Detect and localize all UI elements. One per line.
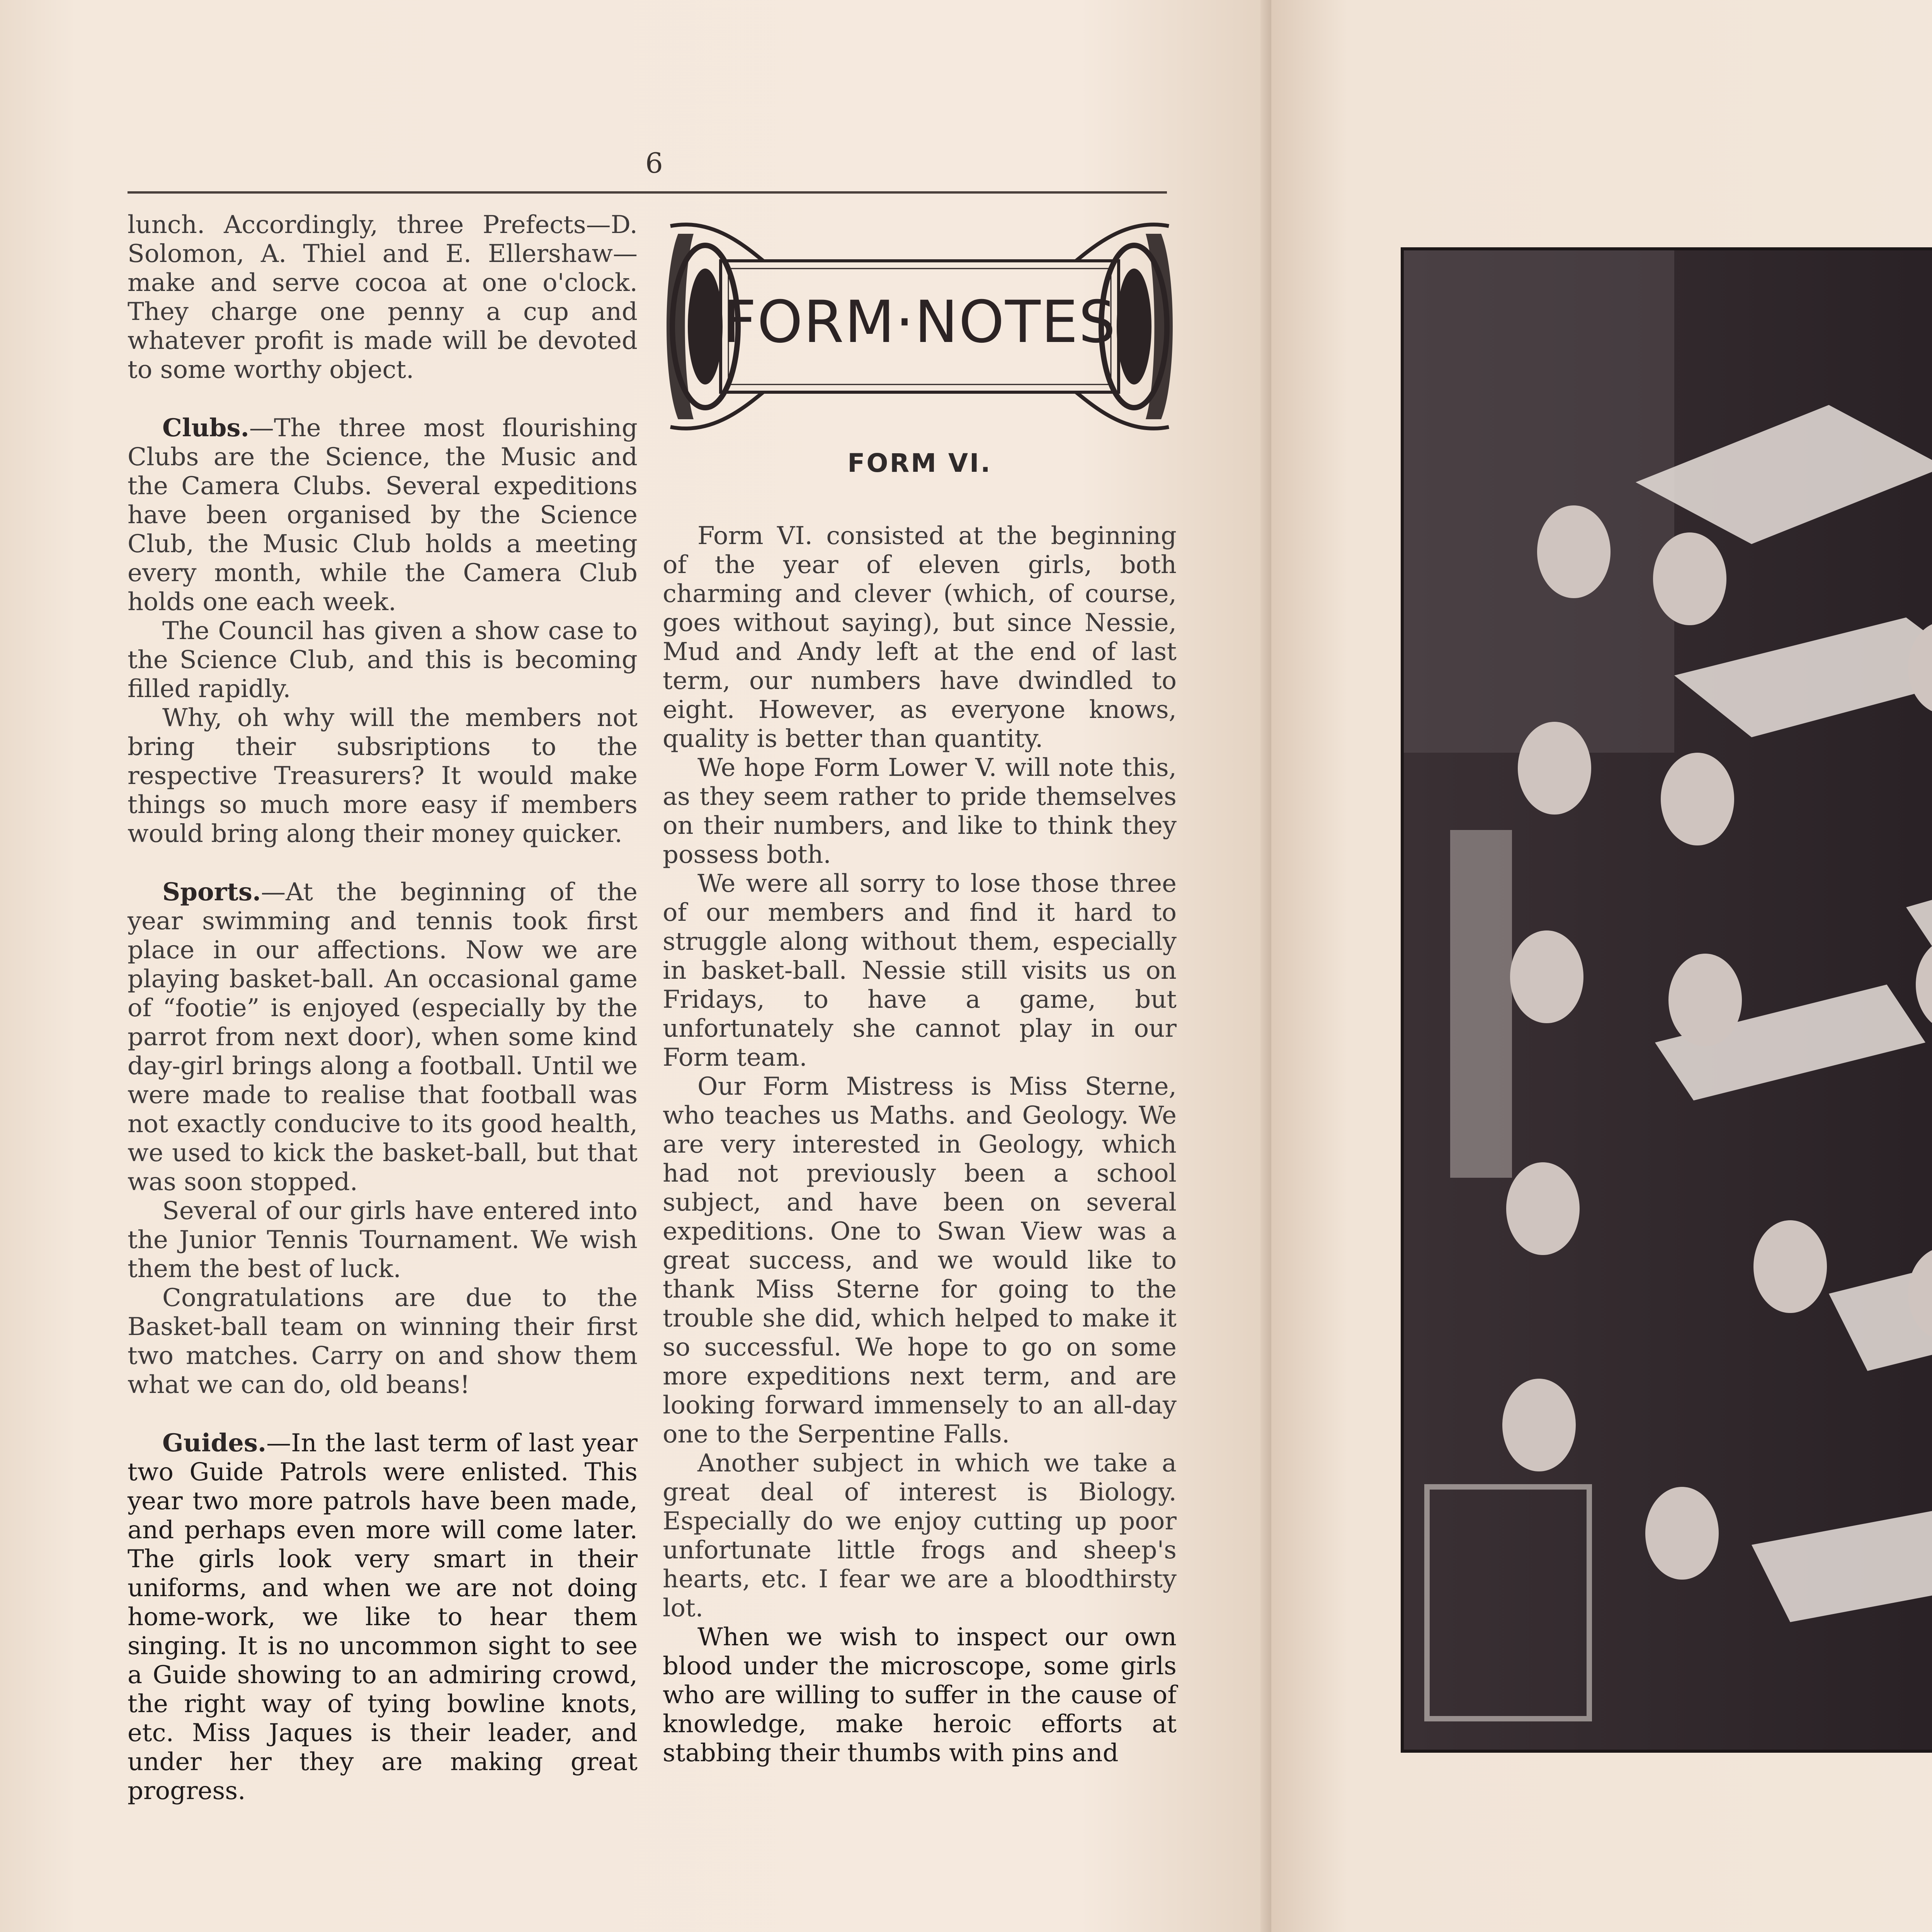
header-rule bbox=[128, 191, 1167, 194]
form-paragraph-6: When we wish to inspect our own blood under the microscope, some girls who are willing to suffer in the cause of knowledge, make heroic efforts at stabbing their thumbs with pins and bbox=[663, 1623, 1177, 1767]
form-notes-banner bbox=[663, 211, 1177, 442]
sports-heading: Sports. bbox=[162, 878, 261, 906]
form-paragraph-3: We were all sorry to lose those three of our members and find it hard to struggle along without them, especially in basket-ball. Nessie still visits us on Fridays, to have a game, but unfortunately she cannot play in our Form team. bbox=[663, 869, 1177, 1072]
form-notes-column bbox=[663, 522, 1177, 1768]
sports-paragraph-2: Several of our girls have entered into the Junior Tennis Tournament. We wish them the best of luck. bbox=[128, 1197, 638, 1283]
banner-title: FORM·NOTES bbox=[723, 289, 1116, 356]
left-column bbox=[128, 211, 638, 1806]
sports-text: —At the beginning of the year swimming and tennis took first place in our affections. Now we are playing basket-ball. An occasional game of “footie” is enjoyed (especially by the parrot from next door), when some kind day-girl brings along a football. Until we were made to realise that football was not exactly conducive to its good health, we used to kick the basket-ball, but that was soon stopped. bbox=[128, 878, 638, 1196]
ornamental-frame bbox=[663, 211, 1177, 442]
prefects-photo bbox=[1401, 247, 1932, 1753]
guides-text: —In the last term of last year two Guide Patrols were enlisted. This year two more patrols have been made, and perhaps even more will come later. The girls look very smart in their uniforms, and when we are not doing home-work, we like to hear them singing. It is no uncommon sight to see a Guide showing to an admiring crowd, the right way of tying bowline knots, etc. Miss Jaques is their leader, and under her they are making great progress. bbox=[128, 1429, 638, 1805]
guides-paragraph bbox=[128, 1429, 638, 1806]
sports-paragraph bbox=[128, 878, 638, 1197]
form-paragraph-5: Another subject in which we take a great deal of interest is Biology. Especially do we enjoy cutting up poor unfortunate little frogs and sheep's hearts, etc. I fear we are a bloodthirsty lot. bbox=[663, 1449, 1177, 1622]
sports-paragraph-3: Congratulations are due to the Basket-ball team on winning their first two matches. Carry on and show them what we can do, old beans! bbox=[128, 1284, 638, 1399]
clubs-paragraph bbox=[128, 413, 638, 617]
form-paragraph-1: Form VI. consisted at the beginning of the year of eleven girls, both charming and clever (which, of course, goes without saying), but since Nessie, Mud and Andy left at the end of last term, our numbers have dwindled to eight. However, as everyone knows, quality is better than quantity. bbox=[663, 522, 1177, 753]
intro-paragraph: lunch. Accordingly, three Prefects—D. Solomon, A. Thiel and E. Ellershaw—make and serve cocoa at one o'clock. They charge one penny a cup and whatever profit is made will be devoted to some worthy object. bbox=[128, 211, 638, 384]
right-page bbox=[1271, 0, 1932, 1932]
form-paragraph-4: Our Form Mistress is Miss Sterne, who teaches us Maths. and Geology. We are very interested in Geology, which had not previously been a school subject, and have been on several expeditions. One to Swan View was a great success, and we would like to thank Miss Sterne for going to the trouble she did, which helped to make it so successful. We hope to go on some more expeditions next term, and are looking forward immensely to an all-day one to the Serpentine Falls. bbox=[663, 1072, 1177, 1449]
page-number: 6 bbox=[645, 147, 663, 179]
guides-heading: Guides. bbox=[162, 1429, 267, 1458]
form-paragraph-2: We hope Form Lower V. will note this, as they seem rather to pride themselves on their numbers, and like to think they possess both. bbox=[663, 753, 1177, 869]
form-heading: FORM VI. bbox=[847, 448, 992, 478]
group-photograph bbox=[1404, 250, 1932, 1750]
clubs-heading: Clubs. bbox=[162, 413, 249, 442]
clubs-paragraph-3: Why, oh why will the members not bring their subsriptions to the respective Treasurers? It would make things so much more easy if members would bring along their money quicker. bbox=[128, 704, 638, 848]
clubs-text: —The three most flourishing Clubs are the Science, the Music and the Camera Clubs. Several expeditions have been organised by the Science Club, the Music Club holds a meeting every month, while the Camera Club holds one each week. bbox=[128, 414, 638, 616]
clubs-paragraph-2: The Council has given a show case to the Science Club, and this is becoming filled rapidly. bbox=[128, 617, 638, 703]
